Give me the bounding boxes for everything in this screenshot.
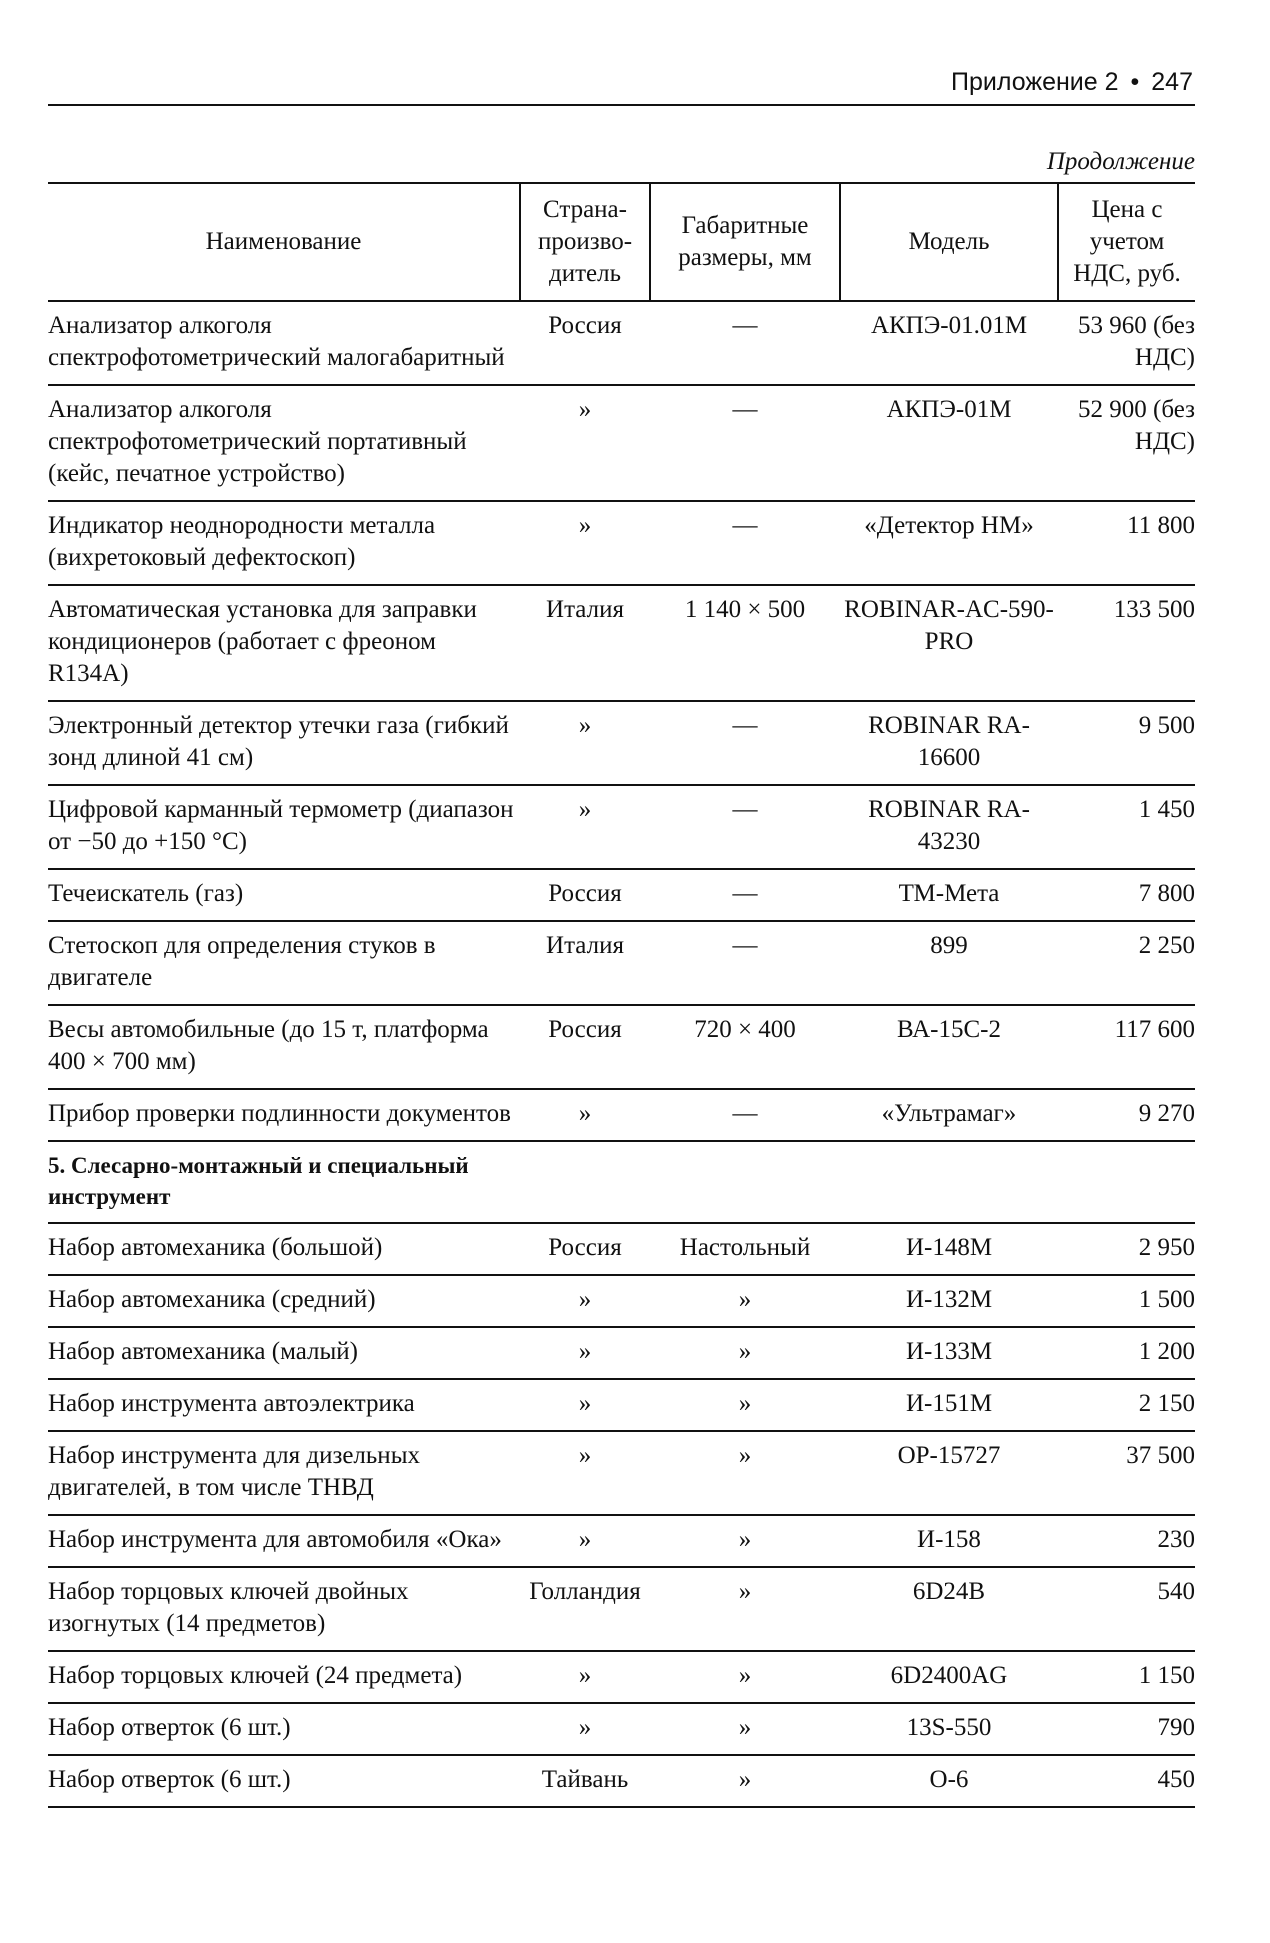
cell-model: ROBINAR-AC-590-PRO	[844, 596, 1054, 655]
cell-country: »	[578, 512, 592, 539]
cell-country: »	[578, 1286, 592, 1313]
column-header-country: Страна-произво-дитель	[520, 183, 650, 301]
cell-price: 37 500	[1126, 1442, 1195, 1469]
cell-name: Набор торцовых ключей (24 предмета)	[48, 1662, 463, 1689]
cell-model: И-133М	[905, 1338, 993, 1365]
cell-name: Набор торцовых ключей двойных изогнутых (14 предметов)	[48, 1578, 409, 1637]
cell-country: »	[578, 1662, 592, 1689]
cell-price: 1 500	[1138, 1286, 1195, 1313]
table-row	[48, 1327, 1195, 1379]
cell-model: 6D2400AG	[890, 1662, 1008, 1689]
cell-name: Набор автомеханика (средний)	[48, 1286, 376, 1313]
cell-dims: »	[738, 1526, 752, 1553]
cell-dims: —	[732, 796, 758, 823]
cell-model: ROBINAR RA-16600	[868, 712, 1030, 771]
cell-model: 13S-550	[906, 1714, 992, 1741]
cell-price: 2 950	[1138, 1234, 1195, 1261]
table-row	[48, 1379, 1195, 1431]
cell-dims: »	[738, 1286, 752, 1313]
cell-name: Набор инструмента автоэлектрика	[48, 1390, 415, 1417]
cell-price: 53 960 (без НДС)	[1078, 312, 1195, 371]
cell-model: И-148М	[905, 1234, 993, 1261]
cell-price: 1 200	[1138, 1338, 1195, 1365]
cell-dims: —	[732, 312, 758, 339]
cell-country: Россия	[548, 1016, 622, 1043]
cell-dims: »	[738, 1578, 752, 1605]
cell-country: Россия	[548, 312, 622, 339]
table-row	[48, 1755, 1195, 1807]
cell-name: Прибор проверки подлинности документов	[48, 1100, 511, 1127]
header-rule	[48, 104, 1195, 106]
cell-price: 9 500	[1138, 712, 1195, 739]
cell-country: »	[578, 712, 592, 739]
table-header-row	[48, 183, 1195, 301]
table-row	[48, 1515, 1195, 1567]
cell-name: Набор автомеханика (большой)	[48, 1234, 383, 1261]
empty-cell	[1058, 1141, 1195, 1223]
cell-price: 52 900 (без НДС)	[1078, 396, 1195, 455]
cell-dims: Настольный	[679, 1234, 811, 1261]
cell-country: Голландия	[529, 1578, 641, 1605]
cell-name: Анализатор алкоголя спектрофотометрический портативный (кейс, печатное устройство)	[48, 396, 467, 487]
cell-model: «Ультрамаг»	[881, 1100, 1017, 1127]
empty-cell	[840, 1141, 1058, 1223]
cell-name: Стетоскоп для определения стуков в двигателе	[48, 932, 436, 991]
cell-name: Индикатор неоднородности металла (вихретоковый дефектоскоп)	[48, 512, 436, 571]
cell-model: ROBINAR RA-43230	[868, 796, 1030, 855]
cell-country: Тайвань	[541, 1766, 629, 1793]
column-header-name: Наименование	[205, 228, 362, 255]
table-row	[48, 585, 1195, 701]
cell-price: 230	[1157, 1526, 1195, 1553]
cell-country: »	[578, 396, 592, 423]
table-row	[48, 1089, 1195, 1141]
cell-name: Электронный детектор утечки газа (гибкий зонд длиной 41 см)	[48, 712, 509, 771]
cell-name: Набор инструмента для автомобиля «Ока»	[48, 1526, 502, 1553]
table-row	[48, 1223, 1195, 1275]
cell-dims: 720 × 400	[694, 1016, 796, 1043]
table-row	[48, 1431, 1195, 1515]
cell-price: 133 500	[1113, 596, 1195, 623]
cell-country: Россия	[548, 880, 622, 907]
cell-name: Течеискатель (газ)	[48, 880, 244, 907]
header-section: Приложение 2	[951, 68, 1119, 96]
table-body	[48, 301, 1195, 1807]
cell-model: И-158	[917, 1526, 981, 1553]
section-heading: 5. Слесарно-монтажный и специальный инструмент	[48, 1153, 469, 1209]
cell-model: И-151М	[905, 1390, 993, 1417]
table-row	[48, 1651, 1195, 1703]
table-row	[48, 385, 1195, 501]
section-heading-row	[48, 1141, 1195, 1223]
cell-dims: »	[738, 1390, 752, 1417]
cell-model: АКПЭ-01.01М	[870, 312, 1028, 339]
table-row	[48, 501, 1195, 585]
cell-dims: —	[732, 712, 758, 739]
cell-country: Италия	[546, 596, 624, 623]
cell-price: 450	[1157, 1766, 1195, 1793]
cell-country: Россия	[548, 1234, 622, 1261]
cell-dims: »	[738, 1662, 752, 1689]
cell-name: Набор автомеханика (малый)	[48, 1338, 359, 1365]
cell-dims: —	[732, 396, 758, 423]
cell-dims: 1 140 × 500	[684, 596, 806, 623]
table-row	[48, 301, 1195, 385]
cell-dims: —	[732, 880, 758, 907]
cell-model: «Детектор НМ»	[864, 512, 1034, 539]
cell-model: 6D24B	[912, 1578, 986, 1605]
cell-price: 1 450	[1138, 796, 1195, 823]
cell-price: 11 800	[1127, 512, 1195, 539]
cell-price: 2 250	[1138, 932, 1195, 959]
equipment-price-table	[48, 182, 1195, 1808]
table-row	[48, 785, 1195, 869]
cell-model: ТМ-Мета	[898, 880, 1000, 907]
cell-dims: »	[738, 1442, 752, 1469]
cell-dims: »	[738, 1766, 752, 1793]
cell-name: Набор отверток (6 шт.)	[48, 1714, 291, 1741]
cell-name: Автоматическая установка для заправки кондиционеров (работает с фреоном R134A)	[48, 596, 477, 687]
header-bullet: •	[1130, 68, 1140, 96]
table-row	[48, 1275, 1195, 1327]
cell-price: 117 600	[1114, 1016, 1195, 1043]
cell-dims: —	[732, 932, 758, 959]
empty-cell	[520, 1141, 650, 1223]
table-row	[48, 1703, 1195, 1755]
cell-name: Набор отверток (6 шт.)	[48, 1766, 291, 1793]
cell-price: 1 150	[1138, 1662, 1195, 1689]
continued-label: Продолжение	[1046, 148, 1195, 175]
cell-country: »	[578, 1442, 592, 1469]
column-header-price: Цена с учетом НДС, руб.	[1058, 183, 1195, 301]
cell-price: 540	[1157, 1578, 1195, 1605]
cell-dims: —	[732, 512, 758, 539]
table-row	[48, 701, 1195, 785]
table-row	[48, 921, 1195, 1005]
table-row	[48, 1005, 1195, 1089]
column-header-model: Модель	[840, 183, 1058, 301]
cell-name: Набор инструмента для дизельных двигателей, в том числе ТНВД	[48, 1442, 420, 1501]
cell-country: »	[578, 1526, 592, 1553]
cell-model: 899	[930, 932, 968, 959]
cell-country: »	[578, 1390, 592, 1417]
cell-dims: —	[732, 1100, 758, 1127]
cell-country: »	[578, 1714, 592, 1741]
cell-name: Анализатор алкоголя спектрофотометрический малогабаритный	[48, 312, 505, 371]
cell-dims: »	[738, 1714, 752, 1741]
running-header	[48, 68, 1193, 97]
column-header-dimensions: Габаритные размеры, мм	[650, 183, 840, 301]
cell-price: 2 150	[1138, 1390, 1195, 1417]
cell-price: 790	[1157, 1714, 1195, 1741]
empty-cell	[650, 1141, 840, 1223]
table-row	[48, 869, 1195, 921]
cell-country: Италия	[546, 932, 624, 959]
cell-price: 9 270	[1138, 1100, 1195, 1127]
page-number: 247	[1151, 68, 1193, 96]
cell-price: 7 800	[1138, 880, 1195, 907]
cell-dims: »	[738, 1338, 752, 1365]
cell-country: »	[578, 1100, 592, 1127]
cell-model: АКПЭ-01М	[886, 396, 1012, 423]
cell-model: ОР-15727	[897, 1442, 1001, 1469]
cell-name: Цифровой карманный термометр (диапазон от −50 до +150 °С)	[48, 796, 514, 855]
cell-model: ВА-15С-2	[897, 1016, 1001, 1043]
cell-country: »	[578, 1338, 592, 1365]
cell-model: О-6	[929, 1766, 969, 1793]
table-row	[48, 1567, 1195, 1651]
cell-country: »	[578, 796, 592, 823]
cell-name: Весы автомобильные (до 15 т, платформа 400 × 700 мм)	[48, 1016, 489, 1075]
cell-model: И-132М	[905, 1286, 993, 1313]
